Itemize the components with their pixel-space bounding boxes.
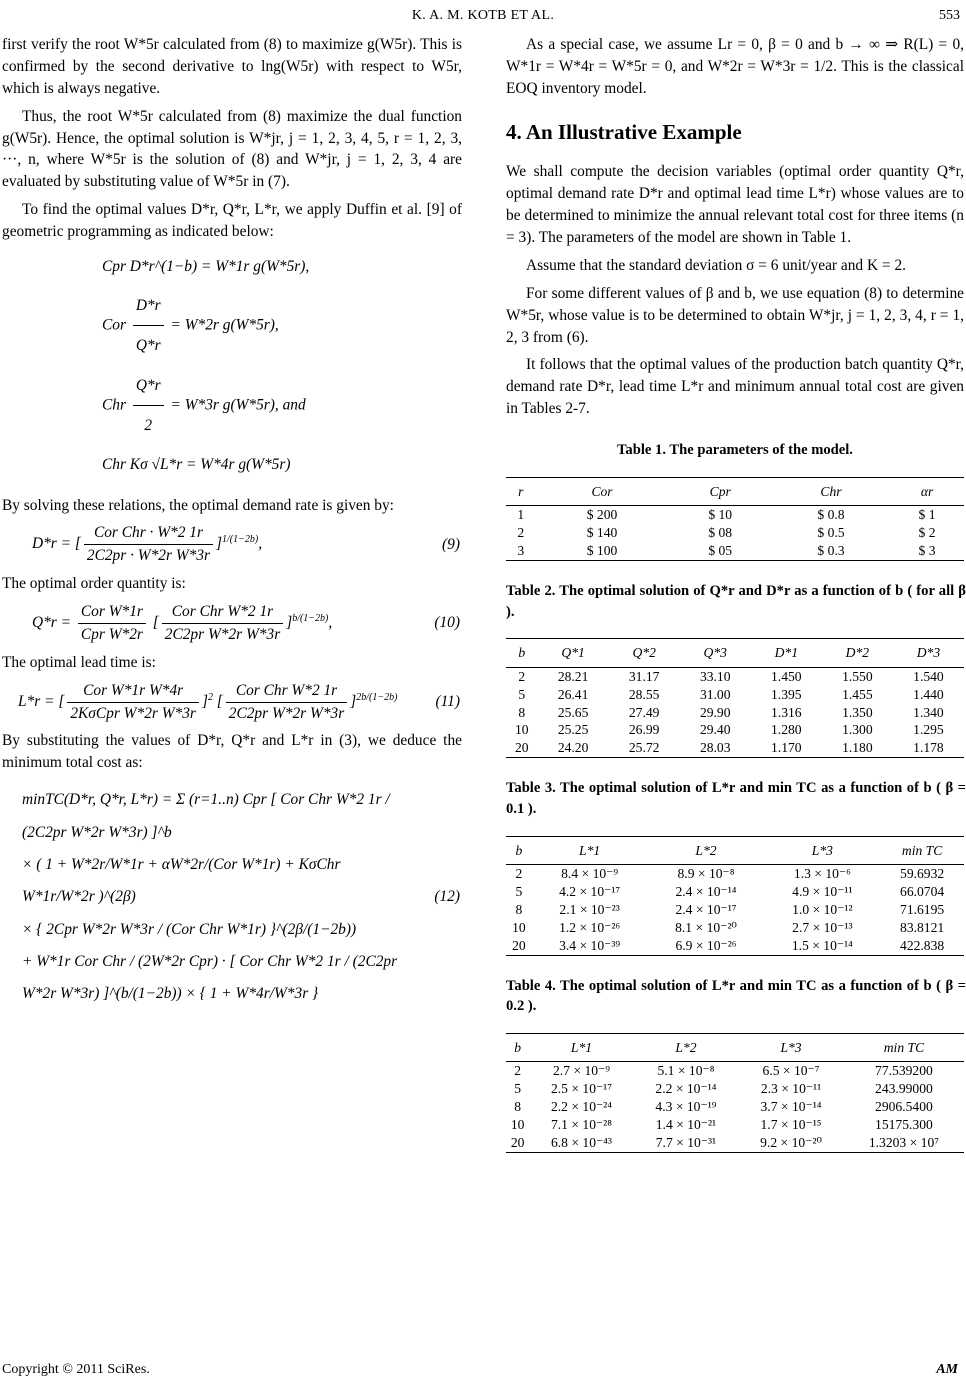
table-cell: 1.180 [822,739,893,757]
table-cell: $ 1 [918,507,936,523]
table-header: r [506,477,536,505]
table-header: Cpr [669,477,772,505]
table-cell: 1.350 [842,704,873,720]
table-header: b [506,639,538,667]
table-cell: 1 [517,507,525,523]
table-cell: $ 3 [890,542,964,560]
table-row [506,1080,964,1098]
table-cell: $ 0.3 [772,542,890,560]
table-cell: 8.4 × 10⁻⁹ [561,866,619,882]
equation-system-line-4: Chr Kσ √L*r = W*4r g(W*5r) [102,456,291,474]
table-cell: $ 0.5 [817,525,845,541]
table-cell: $ 05 [669,542,772,560]
fraction: $\frac{Q*r}{2}$ [133,366,164,446]
table-cell: 1.450 [771,668,802,684]
equation-number: (11) [435,693,460,711]
table-cell: 6.8 × 10⁻⁴³ [529,1134,633,1152]
paragraph-optimal-values: It follows that the optimal values of the production batch quantity Q*r, demand rate D*r, lead time L*r and minimum annual total cost are given in Tables 2-7. [506,356,964,418]
table-cell: 29.90 [699,704,731,720]
table-cell: 1.2 × 10⁻²⁶ [559,919,621,935]
table-header: D*2 [822,639,893,667]
left-column [2,34,462,1017]
table-cell: 1.170 [751,739,822,757]
table-cell: 2 [514,1063,522,1079]
equation-number: (9) [442,535,460,553]
table-header: b [506,1034,529,1062]
table-1-caption: Table 1. The parameters of the model. [617,442,853,459]
table-cell: 77.539200 [875,1063,933,1079]
table-row [506,667,964,685]
table-cell: 2.1 × 10⁻²³ [559,901,620,917]
table-cell: 1.5 × 10⁻¹⁴ [765,937,881,955]
table-cell: 2 [515,866,523,882]
table-cell: 1.540 [913,668,944,684]
table-cell: 24.20 [538,739,609,757]
table-header-row [506,639,964,667]
right-column [506,34,964,1153]
table-cell: 28.21 [557,668,589,684]
table-cell: 29.40 [699,722,731,738]
table-cell: 2.4 × 10⁻¹⁴ [675,883,737,899]
paragraph-verify-root: first verify the root W*5r calculated from (8) to maximize g(W5r). This is confirmed by the second derivative to lng(W5r) with respect to W5r, which is always negative. [2,36,462,97]
table-cell: 5 [514,1081,522,1097]
table-cell: 2.7 × 10⁻⁹ [553,1063,610,1079]
table-row [506,1062,964,1080]
table-cell: 2 [517,525,525,541]
table-cell: 10 [510,1117,525,1133]
table-cell: 6.9 × 10⁻²⁶ [647,937,764,955]
table-4-caption: Table 4. The optimal solution of L*r and min TC as a function of b ( β = 0.2 ). [506,977,966,1015]
table-header: min TC [844,1034,964,1062]
equation-12 [2,784,462,1010]
table-header-row [506,477,964,505]
equation-9: D*r = [ $\frac{\text{Cor Chr · W*2 1r}}{\text{2C2pr · W*2r W*3r}}$ ]$^{1/(1-2b)}$, (9) [2,522,462,567]
table-row [506,919,964,937]
section-title: 4. An Illustrative Example [506,119,742,144]
table-header: L*1 [529,1034,633,1062]
table-cell: 2906.5400 [875,1099,933,1115]
equation-system-line-1: Cpr D*r^(1−b) = W*1r g(W*5r), [102,257,310,275]
table-cell: 2.2 × 10⁻¹⁴ [655,1081,717,1097]
table-cell: 2.3 × 10⁻¹¹ [760,1081,822,1097]
table-cell: $ 100 [536,542,669,560]
table-cell: 8 [518,704,526,720]
table-cell: 20 [506,739,538,757]
table-header-row [506,836,964,864]
table-row [506,1134,964,1152]
table-cell: 5 [518,686,526,702]
table-cell: $ 200 [586,507,618,523]
table-cell: 4.3 × 10⁻¹⁹ [655,1099,717,1115]
table-header: L*2 [634,1034,738,1062]
table-cell: 1.395 [771,686,802,702]
table-cell: 8 [514,1099,522,1115]
table-header: αr [890,477,964,505]
table-row [506,686,964,704]
table-header: L*2 [647,836,764,864]
table-cell: 1.7 × 10⁻¹⁵ [760,1117,822,1133]
paragraph-equation-8: For some different values of β and b, we use equation (8) to determine W*5r, whose value is to be determined to obtain W*jr, j = 1, 2, 3, 4, r = 1, 2, 3 from (6). [506,284,964,346]
equation-system-line-2: Cor $\frac{D*r}{Q*r}$ = W*2r g(W*5r), [102,286,462,366]
equation-number: (10) [434,614,460,632]
table-cell: 243.99000 [875,1081,933,1097]
table-header: L*3 [765,836,881,864]
table-cell: 7.7 × 10⁻³¹ [634,1134,738,1152]
table-cell: $ 10 [708,507,733,523]
table-cell: 5 [515,883,523,899]
table-cell: 2.5 × 10⁻¹⁷ [550,1081,612,1097]
table-cell: 59.6932 [900,866,945,882]
table-header: b [506,836,532,864]
table-cell: 2 [518,668,526,684]
table-cell: 83.8121 [900,919,945,935]
table-header: Chr [772,477,890,505]
paragraph-lead-time: The optimal lead time is: [2,653,156,671]
table-cell: $ 140 [586,525,618,541]
table-1 [506,477,964,561]
table-cell: 4.9 × 10⁻¹¹ [792,883,853,899]
table-cell: 422.838 [880,937,964,955]
table-cell: 1.550 [842,668,873,684]
table-cell: $ 0.8 [817,507,845,523]
table-cell: 33.10 [699,668,731,684]
table-cell: 1.3 × 10⁻⁶ [793,866,851,882]
table-row [506,542,964,560]
table-cell: 25.65 [557,704,589,720]
table-cell: 1.340 [913,704,944,720]
table-cell: 8 [515,901,523,917]
fraction: $\frac{\text{Cor Chr · W*2 1r}}{\text{2C2pr · W*2r W*3r}}$ [84,522,213,567]
table-cell: 26.41 [557,686,589,702]
table-cell: 1.300 [842,722,873,738]
table-cell: 1.4 × 10⁻²¹ [655,1117,717,1133]
table-cell: 8.1 × 10⁻²⁰ [675,919,737,935]
paragraph-standard-deviation: Assume that the standard deviation σ = 6 unit/year and K = 2. [526,256,906,274]
paragraph-demand-rate: By solving these relations, the optimal demand rate is given by: [2,496,394,514]
page-number: 553 [939,8,960,23]
table-4 [506,1033,964,1153]
table-cell: 1.280 [771,722,802,738]
equation-number: (12) [434,888,460,906]
table-cell: 9.2 × 10⁻²⁰ [738,1134,844,1152]
table-cell: 1.178 [893,739,964,757]
table-row [506,524,964,542]
table-header: D*3 [893,639,964,667]
table-header: Q*2 [609,639,680,667]
table-cell: 3.4 × 10⁻³⁹ [532,937,648,955]
fraction: $\frac{D*r}{Q*r}$ [133,286,164,366]
equation-system-line-3: Chr $\frac{Q*r}{2}$ = W*3r g(W*5r), and [102,366,462,446]
fraction: $\frac{\text{Cor Chr W*2 1r}}{\text{2C2pr W*2r W*3r}}$ [226,680,347,725]
table-cell: $ 08 [708,525,733,541]
table-cell: 28.03 [680,739,751,757]
equation-10: Q*r = $\frac{\text{Cor W*1r}}{\text{Cpr W*2r}}$ [ $\frac{\text{Cor Chr W*2 1r}}{\text{2C2pr W*2r W*3r}}$ ]$^{b/(1-2b)}$, (10) [2,601,462,646]
equation-12-line-2: × ( 1 + W*2r/W*1r + αW*2r/(Cor W*1r) + KσChr W*1r/W*2r )^(2β) [22,855,341,906]
table-cell: 3 [506,542,536,560]
fraction: $\frac{\text{Cor W*1r W*4r}}{\text{2KσCpr W*2r W*3r}}$ [67,680,199,725]
paragraph-special-case: As a special case, we assume Lr = 0, β = 0 and b → ∞ ⇒ R(L) = 0, W*1r = W*4r = W*5r = 0, and W*2r = W*3r = 1/2. This is the classical EOQ inventory model. [506,36,964,97]
table-header: L*3 [738,1034,844,1062]
table-cell: 1.316 [771,704,802,720]
table-cell: 20 [506,1134,529,1152]
table-row [506,1098,964,1116]
equation-12-line-4: + W*1r Cor Chr / (2W*2r Cpr) · [ Cor Chr W*2 1r / (2C2pr W*2r W*3r) ]^(b/(1−2b)) × { 1 + W*4r/W*3r } [22,952,398,1003]
table-cell: 3.7 × 10⁻¹⁴ [760,1099,822,1115]
table-row [506,901,964,919]
table-cell: $ 2 [918,525,936,541]
fraction: $\frac{\text{Cor Chr W*2 1r}}{\text{2C2pr W*2r W*3r}}$ [162,601,283,646]
table-header: Q*1 [538,639,609,667]
table-cell: 1.0 × 10⁻¹² [792,901,853,917]
table-cell: 71.6195 [900,901,945,917]
table-header-row [506,1034,964,1062]
table-cell: 2.7 × 10⁻¹³ [792,919,853,935]
journal-abbreviation: AM [936,1362,958,1378]
paragraph-min-total-cost: By substituting the values of D*r, Q*r and L*r in (3), we deduce the minimum total cost as: [2,732,462,772]
equation-12-line-3: × { 2Cpr W*2r W*3r / (Cor Chr W*1r) }^(2β/(1−2b)) [22,920,357,938]
table-row [506,704,964,722]
table-cell: 6.5 × 10⁻⁷ [762,1063,820,1079]
table-cell: 31.17 [628,668,660,684]
running-header [0,6,966,26]
running-title: K. A. M. KOTB ET AL. [411,8,555,23]
table-cell: 2.2 × 10⁻²⁴ [550,1099,612,1115]
table-cell: 4.2 × 10⁻¹⁷ [559,883,621,899]
equation-system [102,247,462,485]
table-cell: 1.295 [913,722,944,738]
equation-11: L*r = [ $\frac{\text{Cor W*1r W*4r}}{\text{2KσCpr W*2r W*3r}}$ ]$^2$ [ $\frac{\text{Cor Chr W*2 1r}}{\text{2C2pr W*2r W*3r}}$ ]$^{2b/(1-2b)}$ (11) [2,680,462,725]
table-cell: 1.455 [842,686,873,702]
table-header: min TC [880,836,964,864]
table-cell: 20 [506,937,532,955]
table-header: D*1 [751,639,822,667]
table-cell: 26.99 [628,722,660,738]
table-cell: 66.0704 [900,883,945,899]
table-row [506,1116,964,1134]
table-cell: 27.49 [628,704,660,720]
page-footer [2,1360,962,1380]
table-cell: 1.3203 × 10⁷ [844,1134,964,1152]
table-cell: 1.440 [913,686,944,702]
table-row [506,937,964,955]
table-cell: 28.55 [628,686,660,702]
table-3-caption: Table 3. The optimal solution of L*r and min TC as a function of b ( β = 0.1 ). [506,780,966,818]
table-3 [506,836,964,956]
table-row [506,506,964,524]
table-cell: 25.72 [609,739,680,757]
fraction: $\frac{\text{Cor W*1r}}{\text{Cpr W*2r}}$ [78,601,146,646]
table-row [506,721,964,739]
copyright-notice: Copyright © 2011 SciRes. [2,1362,150,1378]
table-cell: 25.25 [557,722,589,738]
table-2 [506,638,964,758]
table-row [506,739,964,757]
table-header: Q*3 [680,639,751,667]
table-cell: 5.1 × 10⁻⁸ [657,1063,715,1079]
table-row [506,883,964,901]
paragraph-decision-variables: We shall compute the decision variables (optimal order quantity Q*r, optimal demand rate D*r and optimal lead time L*r) whose values are to be determined to minimize the annual relevant total cost for three items (n = 3). The parameters of the model are shown in Table 1. [506,163,964,247]
paragraph-order-quantity: The optimal order quantity is: [2,575,186,593]
table-cell: 10 [514,722,529,738]
paragraph-dual-function: Thus, the root W*5r calculated from (8) maximize the dual function g(W5r). Hence, the optimal solution is W*jr, j = 1, 2, 3, 4, 5, r = 1, 2, 3, ···, n, where W*5r is the solution of (8) and W*jr, j = 1, 2, 3, 4 are evaluated by substituting value of W*5r in (7). [2,107,462,191]
table-cell: 7.1 × 10⁻²⁸ [550,1117,612,1133]
table-cell: 15175.300 [875,1117,933,1133]
table-cell: 8.9 × 10⁻⁸ [677,866,735,882]
paragraph-find-optimal: To find the optimal values D*r, Q*r, L*r, we apply Duffin et al. [9] of geometric programming as indicated below: [2,201,462,240]
table-cell: 31.00 [699,686,731,702]
table-header: L*1 [532,836,648,864]
equation-12-line-1: minTC(D*r, Q*r, L*r) = Σ (r=1..n) Cpr [ Cor Chr W*2 1r / (2C2pr W*2r W*3r) ]^b [22,791,390,841]
table-cell: 10 [512,919,526,935]
table-header: Cor [536,477,669,505]
table-cell: 2.4 × 10⁻¹⁷ [675,901,737,917]
table-2-caption: Table 2. The optimal solution of Q*r and D*r as a function of b ( for all β ). [506,582,966,620]
table-row [506,865,964,883]
